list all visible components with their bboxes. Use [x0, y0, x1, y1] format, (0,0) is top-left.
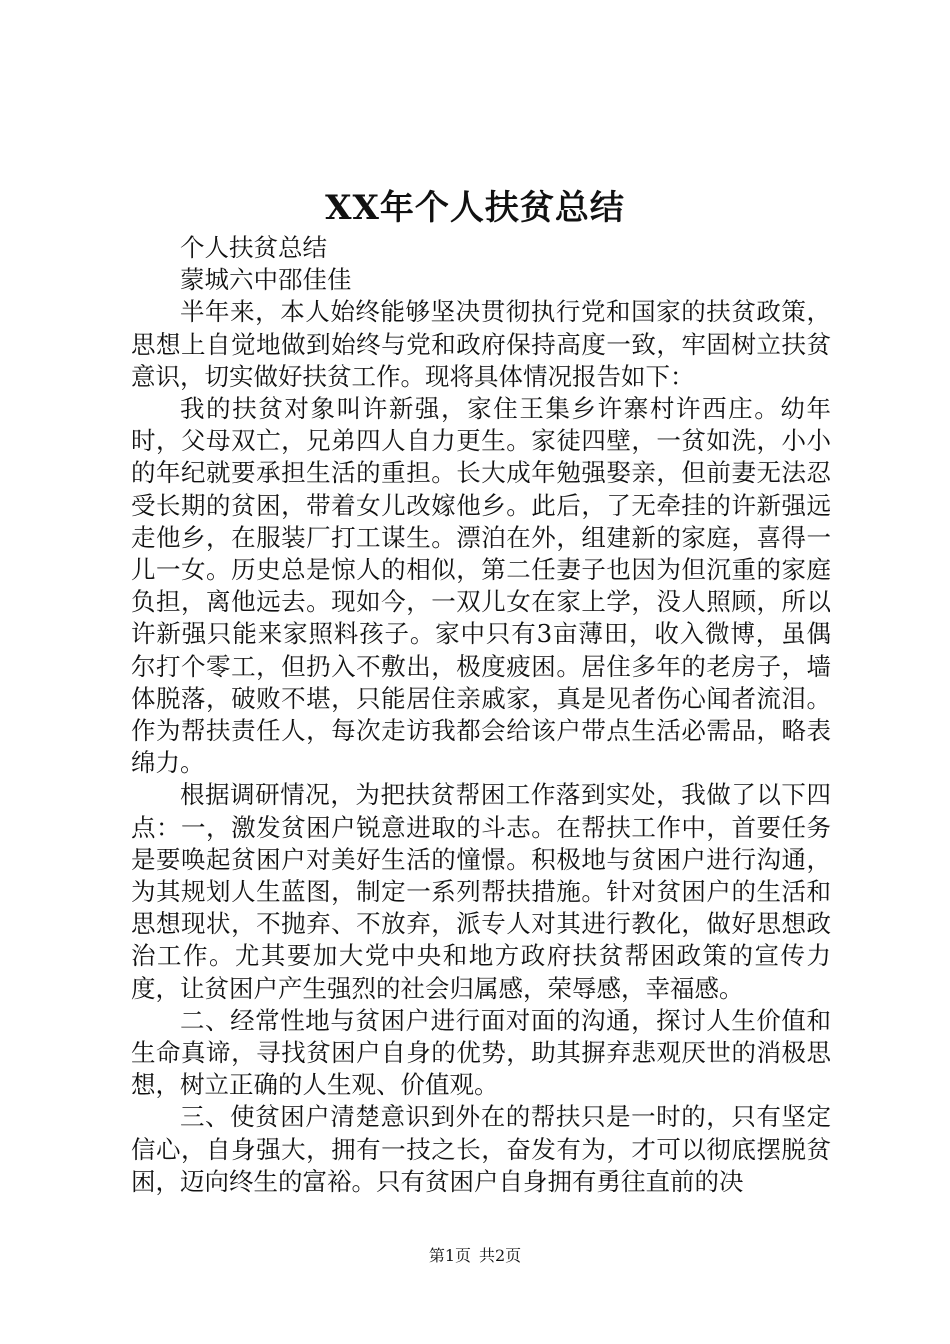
body-paragraph: 我的扶贫对象叫许新强，家住王集乡许寨村许西庄。幼年时，父母双亡，兄弟四人自力更生。家徒四壁，一贫如洗，小小的年纪就要承担生活的重担。长大成年勉强娶亲，但前妻无法忍受长期的贫困，带着女儿改嫁他乡。此后，了无牵挂的许新强远走他乡，在服装厂打工谋生。漂泊在外，组建新的家庭，喜得一儿一女。历史总是惊人的相似，第二任妻子也因为但沉重的家庭负担，离他远去。现如今，一双儿女在家上学，没人照顾，所以许新强只能来家照料孩子。家中只有3亩薄田，收入微博，虽偶尔打个零工，但扔入不敷出，极度疲困。居住多年的老房子，墙体脱落，破败不堪，只能居住亲戚家，真是见者伤心闻者流泪。作为帮扶责任人，每次走访我都会给该户带点生活必需品，略表绵力。	[131, 394, 831, 778]
body-paragraph: 三、使贫困户清楚意识到外在的帮扶只是一时的，只有坚定信心，自身强大，拥有一技之长，奋发有为，才可以彻底摆脱贫困，迈向终生的富裕。只有贫困户自身拥有勇往直前的决	[131, 1102, 831, 1196]
page-number: 第1页	[428, 1246, 471, 1265]
page-total: 共2页	[479, 1246, 522, 1265]
document-title: XX年个人扶贫总结	[325, 188, 625, 228]
document-body	[131, 232, 831, 1198]
author-line: 蒙城六中邵佳佳	[180, 265, 352, 295]
subtitle-line: 个人扶贫总结	[180, 233, 327, 262]
page-footer	[0, 1244, 950, 1268]
body-paragraph: 根据调研情况，为把扶贫帮困工作落到实处，我做了以下四点：一，激发贫困户锐意进取的斗志。在帮扶工作中，首要任务是要唤起贫困户对美好生活的憧憬。积极地与贫困户进行沟通，为其规划人生蓝图，制定一系列帮扶措施。针对贫困户的生活和思想现状，不抛弃、不放弃，派专人对其进行教化，做好思想政治工作。尤其要加大党中央和地方政府扶贫帮困政策的宣传力度，让贫困户产生强烈的社会归属感，荣辱感，幸福感。	[131, 780, 831, 1003]
body-paragraph: 半年来，本人始终能够坚决贯彻执行党和国家的扶贫政策，思想上自觉地做到始终与党和政府保持高度一致，牢固树立扶贫意识，切实做好扶贫工作。现将具体情况报告如下：	[131, 297, 831, 391]
body-paragraph: 二、经常性地与贫困户进行面对面的沟通，探讨人生价值和生命真谛，寻找贫困户自身的优势，助其摒弃悲观厌世的消极思想，树立正确的人生观、价值观。	[131, 1005, 831, 1100]
